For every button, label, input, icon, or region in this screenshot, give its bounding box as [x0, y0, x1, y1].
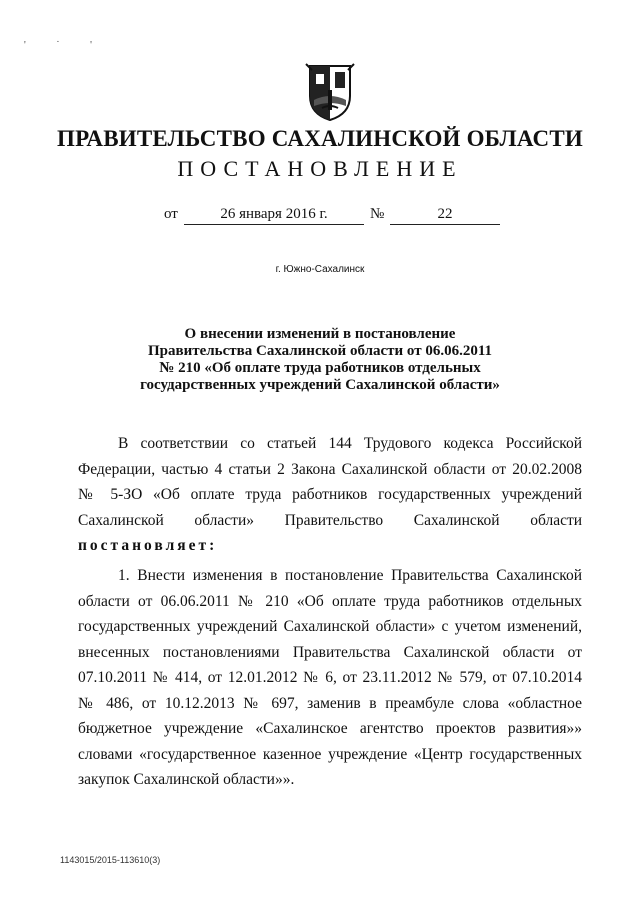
- paragraph-line: № 5-ЗО «Об оплате труда работников государственных учреждений: [78, 486, 582, 503]
- paragraph-line: государственных учреждений Сахалинской области» с учетом изменений,: [78, 618, 582, 635]
- paragraph-line: 1. Внести изменения в постановление Правительства Сахалинской: [118, 567, 582, 584]
- document-number: 22: [390, 206, 500, 225]
- scan-specks: ' ˙ ': [24, 40, 106, 51]
- document-date: 26 января 2016 г.: [184, 206, 364, 225]
- document-title: [0, 326, 640, 394]
- paragraph-line: [78, 508, 582, 534]
- word: Сахалинской: [78, 511, 164, 529]
- item-1-paragraph: [78, 563, 582, 793]
- paragraph-line: бюджетное учреждение «Сахалинское агентство проектов развития»»: [78, 720, 582, 737]
- document-registration-code: 1143015/2015-113610(3): [60, 855, 161, 865]
- paragraph-line: словами «государственное казенное учреждение «Центр государственных: [78, 745, 582, 763]
- word: области»: [194, 511, 254, 529]
- paragraph-line: № 486, от 10.12.2013 № 697, заменив в преамбуле слова «областное: [78, 694, 582, 712]
- word: Правительство: [284, 511, 384, 529]
- paragraph-line: В соответствии со статьей 144 Трудового кодекса Российской: [118, 435, 582, 452]
- coat-of-arms-emblem: [302, 60, 358, 122]
- government-name: ПРАВИТЕЛЬСТВО САХАЛИНСКОЙ ОБЛАСТИ: [57, 126, 583, 151]
- paragraph-line: Федерации, частью 4 статьи 2 Закона Сахалинской области от 20.02.2008: [78, 460, 582, 478]
- word: области: [530, 511, 583, 529]
- paragraph-line: внесенных постановлениями Правительства Сахалинской области от: [78, 643, 582, 661]
- title-line: О внесении изменений в постановление: [184, 326, 456, 342]
- word: Сахалинской: [413, 511, 500, 529]
- paragraph-line: 07.10.2011 № 414, от 12.01.2012 № 6, от 23.11.2012 № 579, от 07.10.2014: [78, 669, 582, 686]
- title-line: государственных учреждений Сахалинской области»: [140, 377, 500, 393]
- paragraph-line: области от 06.06.2011 № 210 «Об оплате труда работников отдельных: [78, 592, 582, 610]
- decree-word: постановляет:: [78, 537, 218, 554]
- preamble-paragraph: [78, 431, 582, 559]
- date-prefix: от: [164, 206, 178, 222]
- city-name: г. Южно-Сахалинск: [275, 264, 365, 275]
- document-type: ПОСТАНОВЛЕНИЕ: [177, 156, 463, 181]
- title-line: № 210 «Об оплате труда работников отдельных: [159, 360, 481, 376]
- title-line: Правительства Сахалинской области от 06.06.2011: [147, 343, 493, 359]
- number-prefix: №: [370, 206, 385, 222]
- paragraph-line: закупок Сахалинской области»».: [78, 771, 295, 788]
